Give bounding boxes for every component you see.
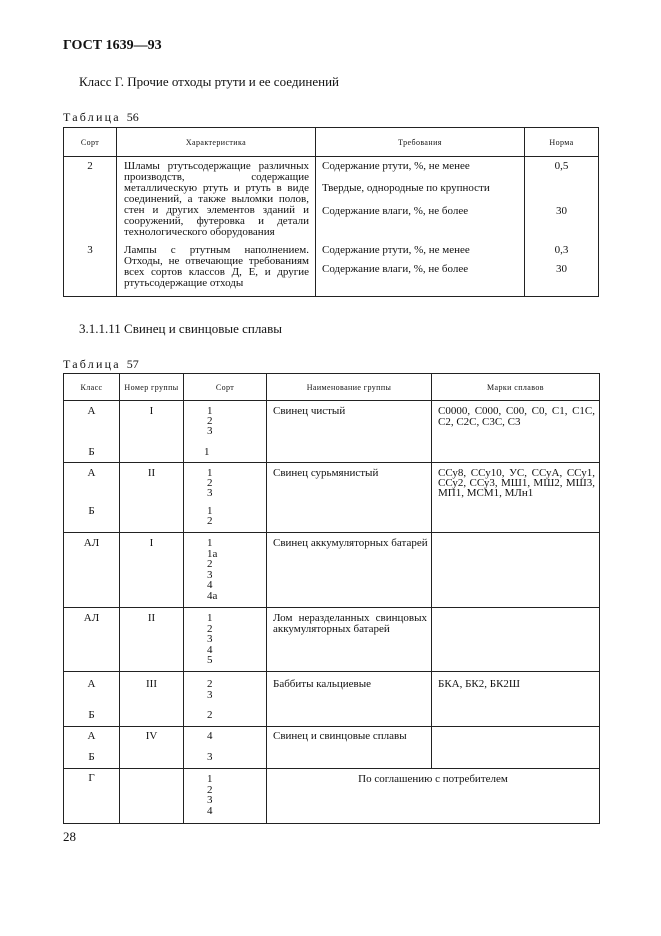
table-row xyxy=(64,608,600,672)
table-row xyxy=(64,727,600,769)
group-number: III xyxy=(146,678,157,690)
class-value: А xyxy=(87,678,96,690)
characteristic-text: Шламы ртутьсодержащие различных производств, содержащие металлическую ртуть и ртуть в виде соединений, а также выломки полов, стен и других элементов зданий и сооружений, футеровка и детали технологического оборудования xyxy=(124,160,309,238)
sort-value: 1 xyxy=(207,773,213,785)
table-56-caption-word: Таблица xyxy=(63,110,121,124)
sort-value: 5 xyxy=(207,654,213,666)
sort-value: 1 xyxy=(207,612,213,624)
sort-value: 1 xyxy=(207,505,213,517)
alloy-grades: С0000, С000, С00, С0, С1, С1С, С2, С2С, С3С, С3 xyxy=(438,405,595,428)
norm-value: 0,5 xyxy=(554,160,569,172)
group-number: IV xyxy=(145,730,158,742)
requirement-text: Содержание влаги, %, не более xyxy=(322,205,469,217)
sort-value: 3 xyxy=(207,794,213,806)
sort-value: 3 xyxy=(207,751,213,763)
col-header-alloy-grades: Марки сплавов xyxy=(432,374,600,401)
alloy-grades: БКА, БК2, БК2Ш xyxy=(438,678,521,690)
class-value: Б xyxy=(88,751,95,763)
table-57 xyxy=(63,373,600,824)
table-row xyxy=(64,157,599,243)
sort-value: 4 xyxy=(207,579,213,591)
col-header-class: Класс xyxy=(64,374,120,401)
table-row xyxy=(64,401,600,463)
sort-list xyxy=(207,679,213,700)
sort-value: 1 xyxy=(204,446,210,458)
table-row xyxy=(64,769,600,824)
sort-list xyxy=(207,468,213,498)
sort-list xyxy=(207,613,213,666)
class-value: Б xyxy=(88,709,95,721)
requirement-text: Содержание ртути, %, не менее xyxy=(322,243,470,256)
document-header: ГОСТ 1639—93 xyxy=(63,38,162,53)
table-row xyxy=(64,463,600,533)
characteristic-text: Лампы с ртутным наполнением. Отходы, не отвечающие требованиям всех сортов классов Д, Е, и другие ртутьсодержащие отходы xyxy=(124,243,309,289)
col-header-sort: Сорт xyxy=(184,374,267,401)
sort-value: 2 xyxy=(207,622,213,635)
table-row xyxy=(64,533,600,608)
sort-value: 2 xyxy=(207,709,213,721)
group-number: II xyxy=(147,467,156,479)
sort-list xyxy=(207,538,217,601)
sort-value: 2 xyxy=(207,415,213,427)
table-row xyxy=(64,672,600,727)
class-value: А xyxy=(87,467,96,479)
sort-value: 2 xyxy=(87,160,93,172)
agreement-note: По соглашению с потребителем xyxy=(358,773,508,785)
class-value: А xyxy=(87,405,96,417)
class-value: АЛ xyxy=(83,537,100,549)
requirement-text: Содержание влаги, %, не более xyxy=(322,262,469,275)
group-name: Свинец аккумуляторных батарей xyxy=(273,537,428,549)
col-header-norm: Норма xyxy=(525,128,599,157)
table-row xyxy=(64,243,599,297)
norm-value: 30 xyxy=(556,262,567,275)
class-value: А xyxy=(87,730,96,742)
section-heading: 3.1.1.11 Свинец и свинцовые сплавы xyxy=(79,321,282,336)
class-value: Г xyxy=(88,772,95,784)
sort-value: 3 xyxy=(207,487,213,499)
col-header-group-number: Номер группы xyxy=(120,374,184,401)
class-value: Б xyxy=(88,446,95,458)
sort-value: 3 xyxy=(207,633,213,645)
alloy-grades: ССу8, ССу10, УС, ССуА, ССу1, ССу2, ССу3, МШ1, МШ2, МШ3, МП1, МСМ1, МЛн1 xyxy=(438,467,595,499)
class-value: Б xyxy=(88,505,95,517)
table-56-caption xyxy=(63,110,139,125)
page-number: 28 xyxy=(63,829,76,844)
sort-list xyxy=(207,406,213,436)
sort-value: 1а xyxy=(207,547,218,560)
sort-value: 2 xyxy=(207,558,213,570)
group-name: Свинец чистый xyxy=(273,405,346,417)
group-number: I xyxy=(149,537,154,549)
sort-value: 4 xyxy=(207,804,213,817)
group-number: II xyxy=(147,612,156,624)
col-header-sort: Сорт xyxy=(64,128,117,157)
sort-value: 3 xyxy=(87,243,93,256)
sort-list xyxy=(207,774,213,816)
group-name: Баббиты кальциевые xyxy=(273,678,372,690)
sort-value: 3 xyxy=(207,568,213,581)
sort-value: 2 xyxy=(207,783,213,796)
requirement-text: Твердые, однородные по крупности xyxy=(322,182,490,194)
requirement-text: Содержание ртути, %, не менее xyxy=(322,160,470,172)
sort-value: 4 xyxy=(207,643,213,656)
sort-value: 1 xyxy=(207,467,213,479)
sort-value: 2 xyxy=(207,678,213,690)
norm-value: 30 xyxy=(556,205,567,217)
sort-value: 2 xyxy=(207,477,213,489)
sort-value: 1 xyxy=(207,537,213,549)
sort-value: 4 xyxy=(207,730,213,742)
col-header-characteristic: Характеристика xyxy=(117,128,316,157)
group-number: I xyxy=(149,405,154,417)
sort-value: 2 xyxy=(207,515,213,527)
table-56 xyxy=(63,127,599,297)
group-name: Свинец и свинцовые сплавы xyxy=(273,730,407,742)
class-value: АЛ xyxy=(83,612,100,624)
group-name: Лом неразделанных свинцовых аккумуляторных батарей xyxy=(273,612,427,635)
table-56-caption-number: 56 xyxy=(126,110,139,124)
table-56-header-row xyxy=(64,128,599,157)
sort-list xyxy=(207,506,213,526)
table-57-header-row xyxy=(64,374,600,401)
sort-value: 3 xyxy=(207,425,213,437)
sort-value: 4а xyxy=(207,589,218,602)
table-57-caption-number: 57 xyxy=(126,357,139,371)
group-name: Свинец сурьмянистый xyxy=(273,467,379,479)
table-57-caption xyxy=(63,357,139,372)
sort-value: 1 xyxy=(207,405,213,417)
col-header-group-name: Наименование группы xyxy=(267,374,432,401)
norm-value: 0,3 xyxy=(554,243,569,256)
sort-value: 3 xyxy=(207,688,213,701)
class-g-heading: Класс Г. Прочие отходы ртути и ее соединений xyxy=(79,74,339,89)
col-header-requirements: Требования xyxy=(316,128,525,157)
table-57-caption-word: Таблица xyxy=(63,357,121,371)
